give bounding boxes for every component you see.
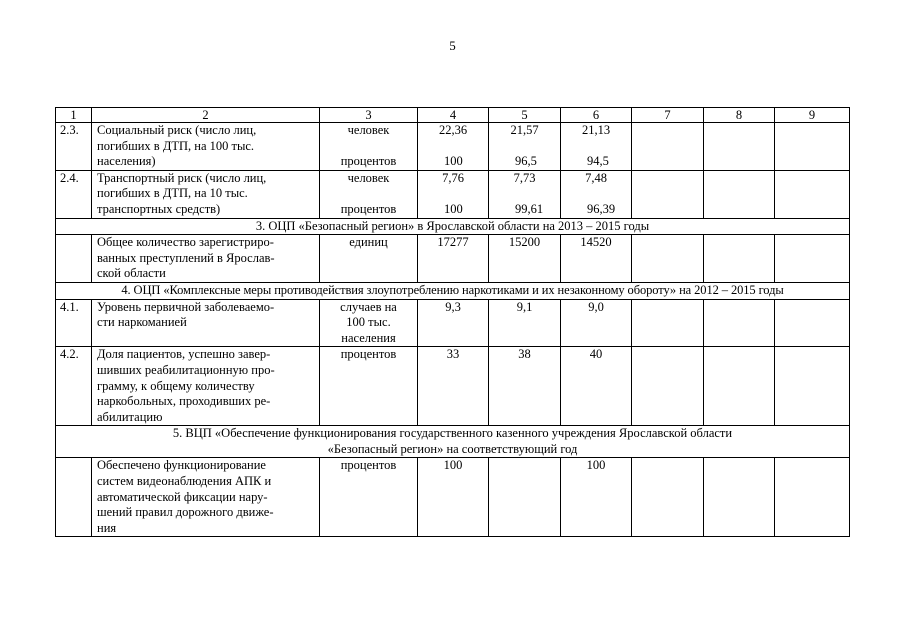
section-row	[56, 282, 850, 299]
section-row	[56, 426, 850, 458]
header-cell-9: 9	[775, 108, 850, 123]
value-cell-4: 7,76 100	[418, 170, 489, 218]
unit-cell: процентов	[320, 347, 418, 426]
header-cell-8: 8	[704, 108, 775, 123]
value-cell-8	[704, 299, 775, 347]
value-cell-8	[704, 458, 775, 537]
indicator-name: Уровень первичной заболеваемо- сти наркоманией	[92, 299, 320, 347]
header-cell-1: 1	[56, 108, 92, 123]
value-cell-6: 14520	[561, 235, 632, 283]
value-cell-4: 9,3	[418, 299, 489, 347]
indicator-name: Обеспечено функционирование систем видеонаблюдения АПК и автоматической фиксации нару- шений правил дорожного движе- ния	[92, 458, 320, 537]
unit-cell: человек процентов	[320, 170, 418, 218]
table-header-row	[56, 108, 850, 123]
table-row	[56, 170, 850, 218]
table-row	[56, 123, 850, 171]
value-cell-8	[704, 170, 775, 218]
indicator-name: Общее количество зарегистриро- ванных преступлений в Ярослав- ской области	[92, 235, 320, 283]
header-cell-5: 5	[489, 108, 561, 123]
header-cell-3: 3	[320, 108, 418, 123]
page-number: 5	[449, 38, 456, 53]
table-row	[56, 235, 850, 283]
row-number: 2.3.	[56, 123, 92, 171]
table-row	[56, 347, 850, 426]
header-cell-7: 7	[632, 108, 704, 123]
row-number	[56, 235, 92, 283]
value-cell-9	[775, 235, 850, 283]
indicator-name: Социальный риск (число лиц, погибших в ДТП, на 100 тыс. населения)	[92, 123, 320, 171]
unit-cell: процентов	[320, 458, 418, 537]
value-cell-5: 21,57 96,5	[489, 123, 561, 171]
unit-cell: случаев на 100 тыс. населения	[320, 299, 418, 347]
value-cell-4: 100	[418, 458, 489, 537]
row-number: 4.1.	[56, 299, 92, 347]
value-cell-4: 17277	[418, 235, 489, 283]
value-cell-7	[632, 170, 704, 218]
value-cell-6: 21,13 94,5	[561, 123, 632, 171]
section-title-5: 5. ВЦП «Обеспечение функционирования государственного казенного учреждения Ярославской области «Безопасный регион» на соответствующий год	[56, 426, 850, 458]
value-cell-8	[704, 347, 775, 426]
value-cell-4: 22,36 100	[418, 123, 489, 171]
header-cell-2: 2	[92, 108, 320, 123]
value-cell-7	[632, 299, 704, 347]
header-cell-4: 4	[418, 108, 489, 123]
value-cell-9	[775, 123, 850, 171]
value-cell-5: 7,73 99,61	[489, 170, 561, 218]
table-row	[56, 458, 850, 537]
section-title-3: 3. ОЦП «Безопасный регион» в Ярославской области на 2013 – 2015 годы	[56, 218, 850, 235]
header-cell-6: 6	[561, 108, 632, 123]
row-number	[56, 458, 92, 537]
indicator-name: Доля пациентов, успешно завер- шивших реабилитационную про- грамму, к общему количеству наркобольных, проходивших ре- абилитацию	[92, 347, 320, 426]
value-cell-5: 9,1	[489, 299, 561, 347]
value-cell-7	[632, 123, 704, 171]
value-cell-9	[775, 170, 850, 218]
value-cell-6: 100	[561, 458, 632, 537]
value-cell-5: 15200	[489, 235, 561, 283]
value-cell-5: 38	[489, 347, 561, 426]
unit-cell: единиц	[320, 235, 418, 283]
unit-cell: человек процентов	[320, 123, 418, 171]
value-cell-6: 40	[561, 347, 632, 426]
value-cell-6: 9,0	[561, 299, 632, 347]
value-cell-8	[704, 235, 775, 283]
table-row	[56, 299, 850, 347]
value-cell-8	[704, 123, 775, 171]
indicators-table	[55, 107, 850, 537]
value-cell-4: 33	[418, 347, 489, 426]
value-cell-9	[775, 299, 850, 347]
row-number: 4.2.	[56, 347, 92, 426]
value-cell-9	[775, 347, 850, 426]
section-title-4: 4. ОЦП «Комплексные меры противодействия злоупотреблению наркотиками и их незаконному обороту» на 2012 – 2015 годы	[56, 282, 850, 299]
value-cell-7	[632, 458, 704, 537]
section-row	[56, 218, 850, 235]
value-cell-9	[775, 458, 850, 537]
indicator-name: Транспортный риск (число лиц, погибших в ДТП, на 10 тыс. транспортных средств)	[92, 170, 320, 218]
value-cell-7	[632, 235, 704, 283]
row-number: 2.4.	[56, 170, 92, 218]
value-cell-7	[632, 347, 704, 426]
value-cell-6: 7,48 96,39	[561, 170, 632, 218]
value-cell-5	[489, 458, 561, 537]
